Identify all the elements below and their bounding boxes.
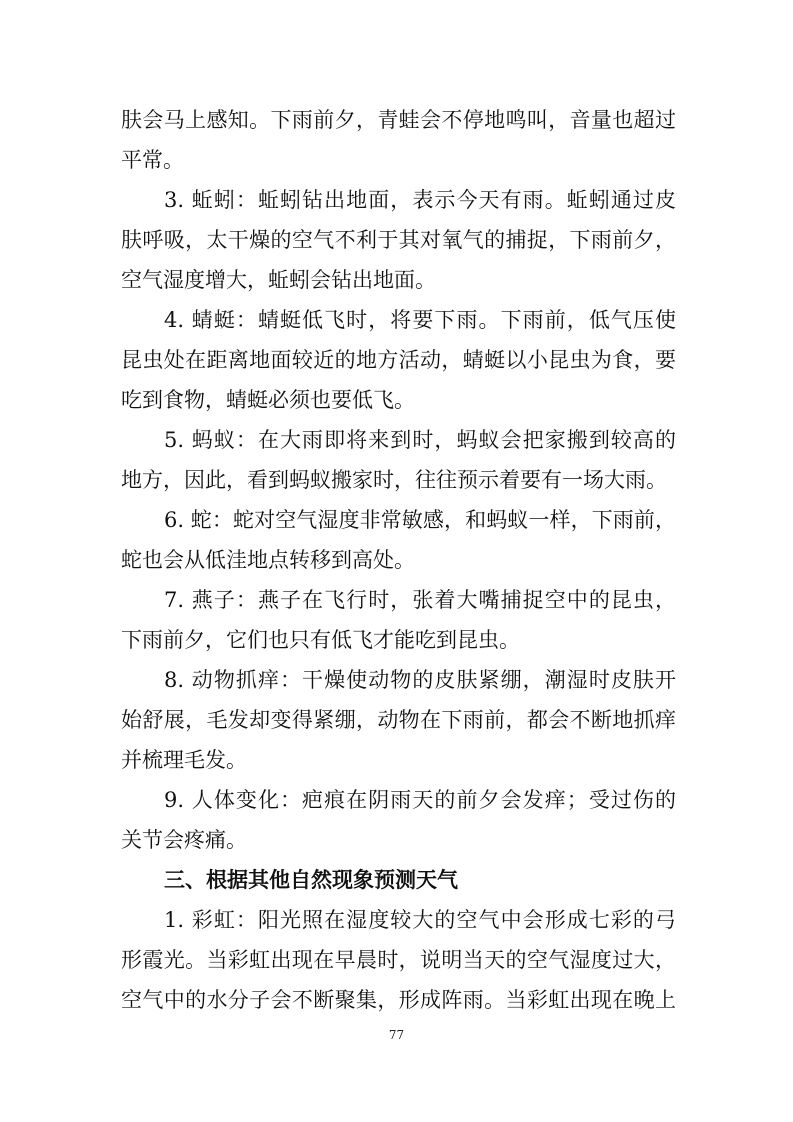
list-item-line: 9. 人体变化：疤痕在阴雨天的前夕会发痒；受过伤的 — [164, 788, 676, 812]
paragraph-line: 平常。 — [121, 148, 184, 172]
paragraph-line: 地方，因此，看到蚂蚁搬家时，往往预示着要有一场大雨。 — [121, 468, 667, 492]
paragraph-line: 关节会疼痛。 — [121, 828, 247, 852]
paragraph-line: 肤会马上感知。下雨前夕，青蛙会不停地鸣叫，音量也超过 — [121, 108, 676, 132]
page-number: 77 — [388, 1028, 405, 1042]
paragraph-line: 肤呼吸，太干燥的空气不利于其对氧气的捕捉，下雨前夕， — [121, 228, 676, 252]
paragraph-line: 始舒展，毛发却变得紧绷，动物在下雨前，都会不断地抓痒 — [121, 708, 676, 732]
section-heading: 三、根据其他自然现象预测天气 — [164, 868, 458, 892]
paragraph-line: 下雨前夕，它们也只有低飞才能吃到昆虫。 — [121, 628, 520, 652]
list-item-line: 5. 蚂蚁：在大雨即将来到时，蚂蚁会把家搬到较高的 — [164, 428, 676, 452]
paragraph-line: 昆虫处在距离地面较近的地方活动，蜻蜓以小昆虫为食，要 — [121, 348, 676, 372]
paragraph-line: 形霞光。当彩虹出现在早晨时，说明当天的空气湿度过大， — [121, 948, 676, 972]
paragraph-line: 蛇也会从低洼地点转移到高处。 — [121, 548, 415, 572]
list-item-line: 8. 动物抓痒：干燥使动物的皮肤紧绷，潮湿时皮肤开 — [164, 668, 676, 692]
list-item-line: 3. 蚯蚓：蚯蚓钻出地面，表示今天有雨。蚯蚓通过皮 — [164, 188, 676, 212]
paragraph-line: 并梳理毛发。 — [121, 748, 247, 772]
paragraph-line: 吃到食物，蜻蜓必须也要低飞。 — [121, 388, 415, 412]
paragraph-line: 空气湿度增大，蚯蚓会钻出地面。 — [121, 268, 436, 292]
list-item-line: 4. 蜻蜓：蜻蜓低飞时，将要下雨。下雨前，低气压使 — [164, 308, 676, 332]
list-item-line: 1. 彩虹：阳光照在湿度较大的空气中会形成七彩的弓 — [164, 908, 676, 932]
paragraph-line: 空气中的水分子会不断聚集，形成阵雨。当彩虹出现在晚上 — [121, 988, 676, 1012]
page-body — [121, 100, 676, 1020]
list-item-line: 7. 燕子：燕子在飞行时，张着大嘴捕捉空中的昆虫， — [164, 588, 676, 612]
list-item-line: 6. 蛇：蛇对空气湿度非常敏感，和蚂蚁一样，下雨前， — [164, 508, 676, 532]
